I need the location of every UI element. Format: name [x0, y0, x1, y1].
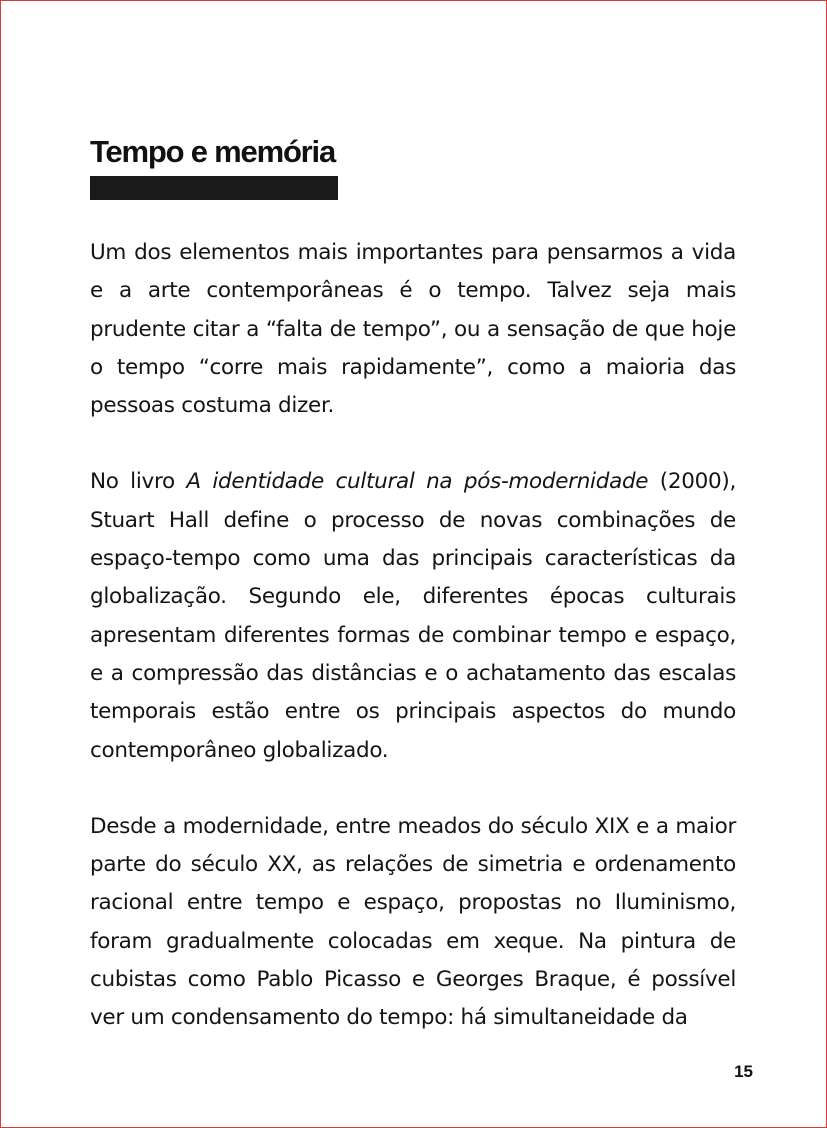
document-body [90, 130, 736, 1038]
title-underline-bar [90, 176, 338, 200]
book-title: A identidade cultural na pós-modernidade [186, 469, 649, 495]
paragraph-2-body: (2000), Stuart Hall define o processo de novas combinações de espaço-tempo como uma das principais características da globalização. Segundo ele, diferentes épocas culturais apresentam diferentes formas de combinar tempo e espaço, e a compressão das distâncias e o achatamento das escalas temporais estão entre os principais aspectos do mundo contemporâneo globalizado. [90, 469, 736, 763]
paragraph-3: Desde a modernidade, entre meados do século XIX e a maior parte do século XX, as relações de simetria e ordenamento racional entre tempo e espaço, propostas no Iluminismo, foram gradualmente colocadas em xeque. Na pintura de cubistas como Pablo Picasso e Georges Braque, é possível ver um condensamento do tempo: há simultaneidade da [90, 813, 736, 1031]
page-number: 15 [734, 1062, 753, 1081]
paragraph-1: Um dos elementos mais importantes para pensarmos a vida e a arte contemporâneas é o tempo. Talvez seja mais prudente citar a “falta de tempo”, ou a sensação de que hoje o tempo “corre mais rapidamente”, como a maioria das pessoas costuma dizer. [90, 240, 736, 419]
paragraph-2 [90, 463, 736, 769]
section-title: Tempo e memória [90, 134, 336, 169]
paragraph-2-intro: No livro [90, 469, 187, 495]
